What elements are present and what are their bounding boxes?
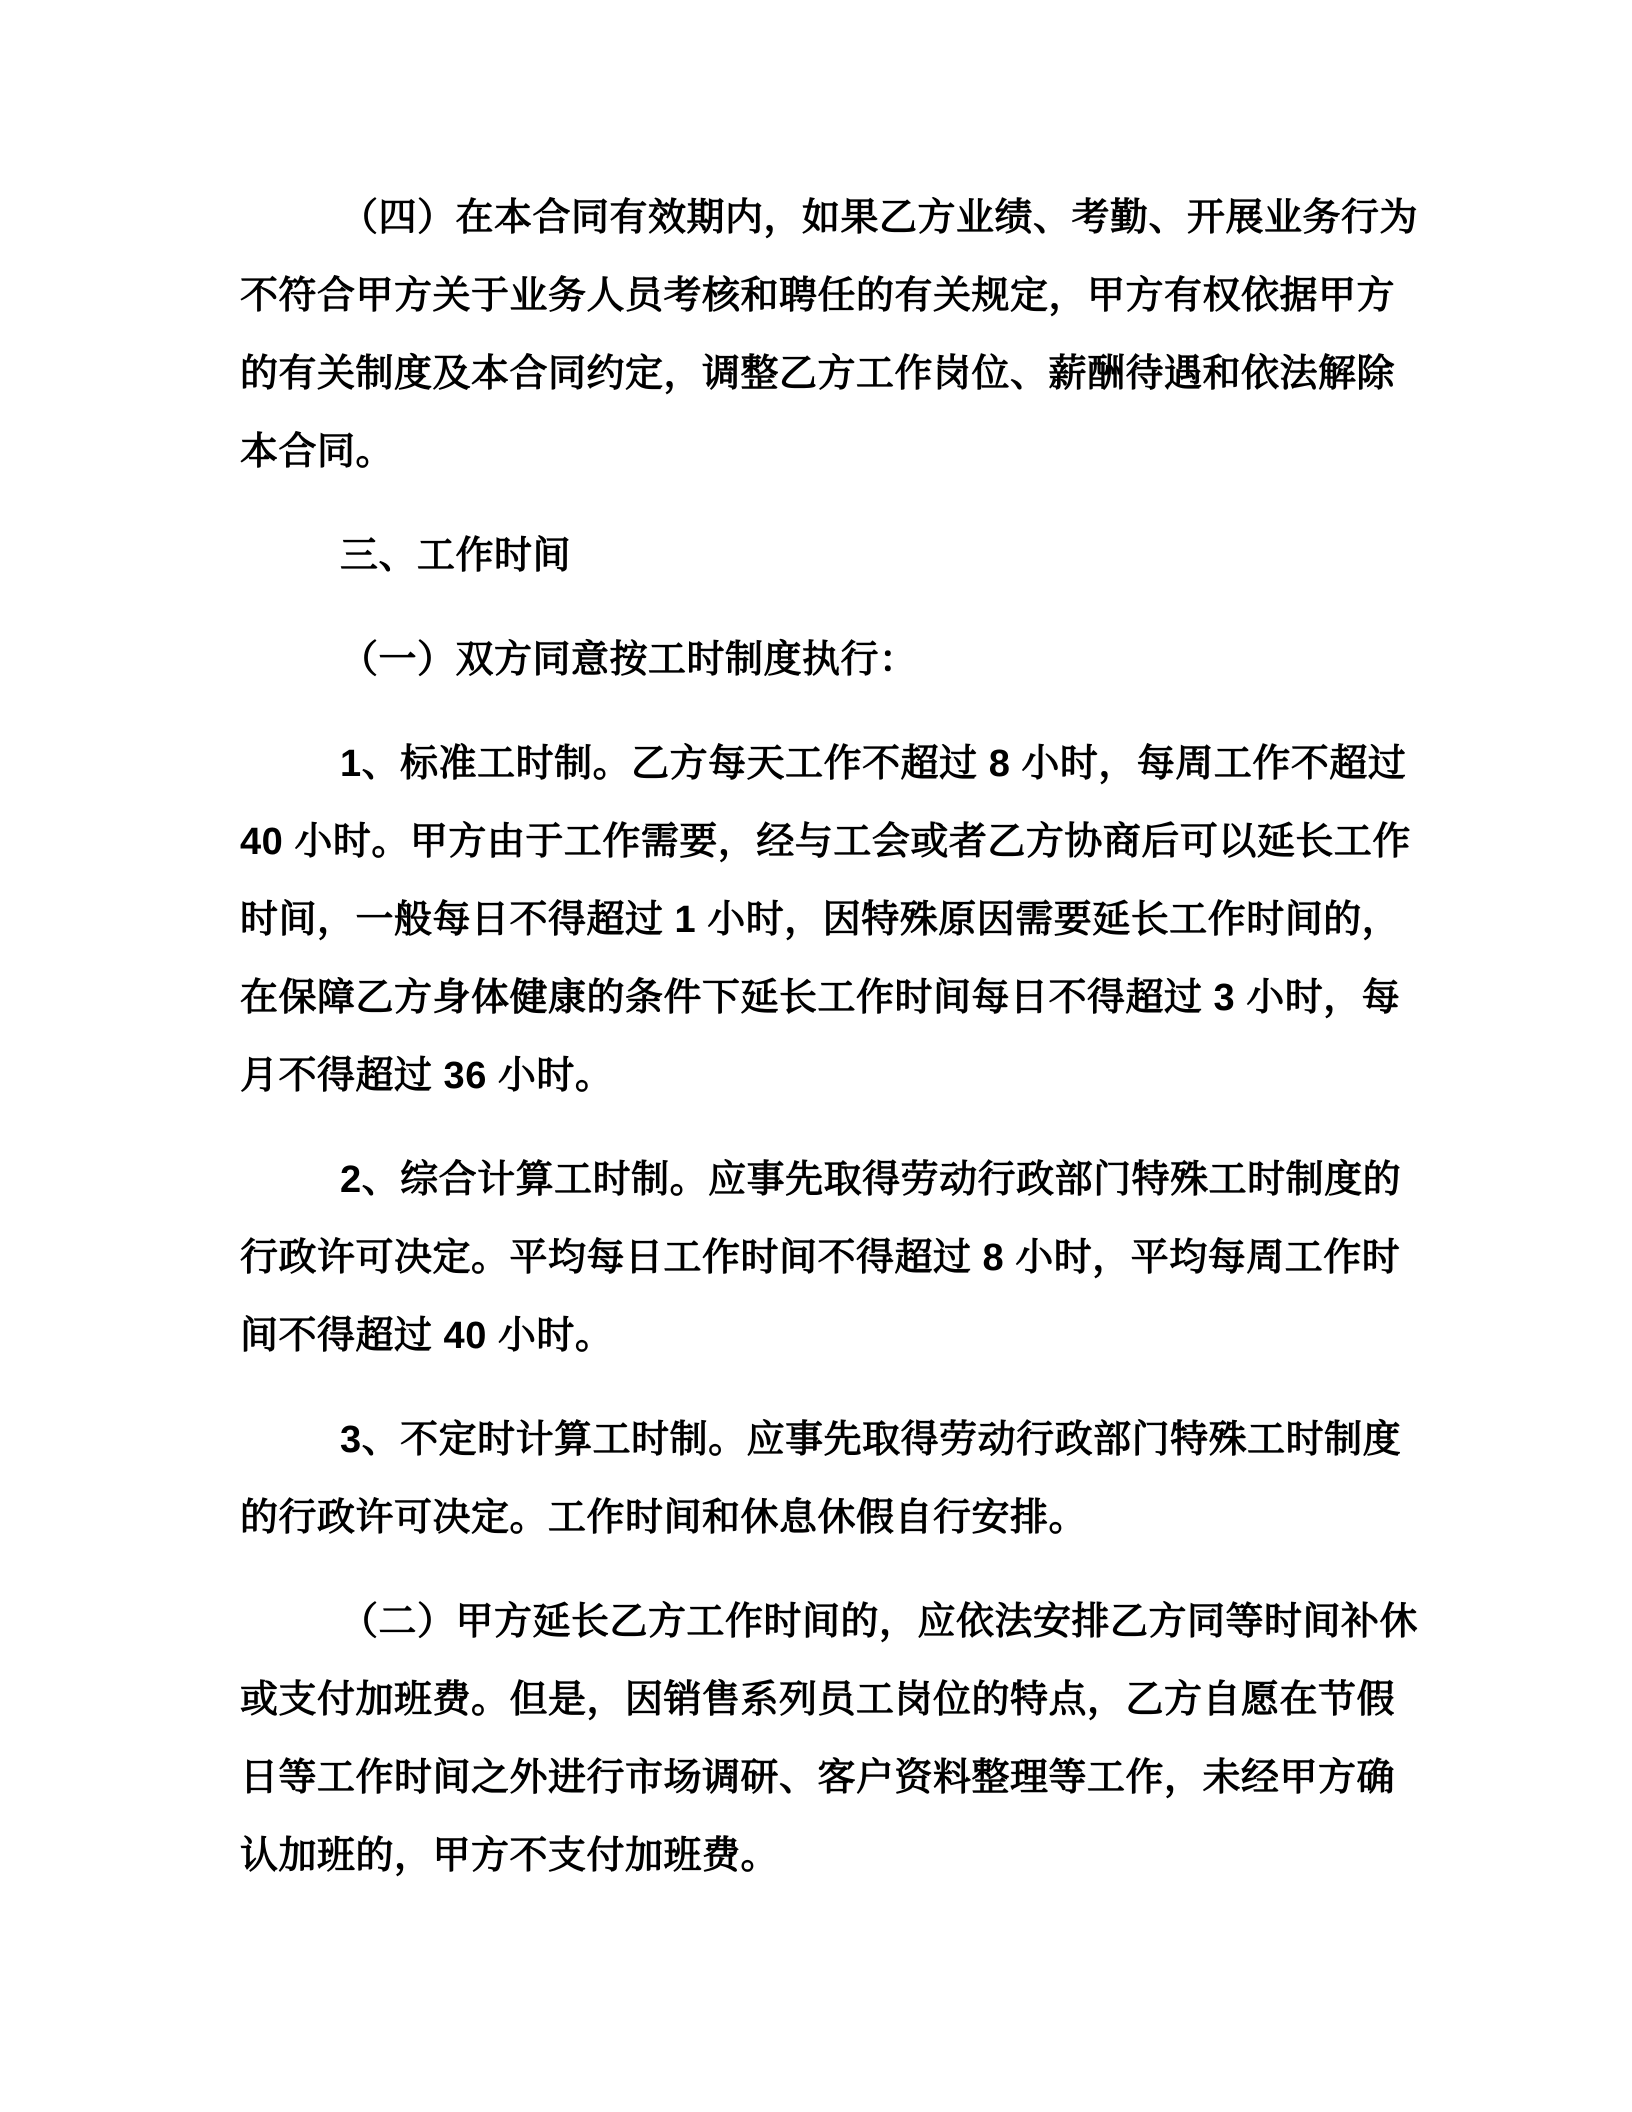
paragraph-item-1 [240,621,1400,699]
text-line: 日等工作时间之外进行市场调研、客户资料整理等工作，未经甲方确 [240,1757,1396,1799]
text-line: 间不得超过 40 小时。 [240,1315,614,1357]
text-line: 在保障乙方身体健康的条件下延长工作时间每日不得超过 3 小时，每 [240,977,1401,1019]
text-line: （二）甲方延长乙方工作时间的，应依法安排乙方同等时间补休 [340,1601,1419,1643]
text-line: 时间，一般每日不得超过 1 小时，因特殊原因需要延长工作时间的， [240,899,1401,941]
text-line: 40 小时。甲方由于工作需要，经与工会或者乙方协商后可以延长工作 [240,821,1411,863]
text-line: 1、标准工时制。乙方每天工作不超过 8 小时，每周工作不超过 [340,743,1407,785]
text-line: 三、工作时间 [340,535,572,577]
text-line: 2、综合计算工时制。应事先取得劳动行政部门特殊工时制度的 [340,1159,1402,1201]
text-line: 3、不定时计算工时制。应事先取得劳动行政部门特殊工时制度 [340,1419,1402,1461]
paragraph-item-2 [240,1583,1419,1895]
text-line: 行政许可决定。平均每日工作时间不得超过 8 小时，平均每周工作时 [240,1237,1401,1279]
text-line: 或支付加班费。但是，因销售系列员工岗位的特点，乙方自愿在节假 [240,1679,1396,1721]
text-line: （一）双方同意按工时制度执行： [340,639,918,681]
text-line: 认加班的，甲方不支付加班费。 [240,1835,780,1877]
paragraph-sub-item-3 [240,1401,1400,1557]
text-line: 月不得超过 36 小时。 [240,1055,614,1097]
text-line: （四）在本合同有效期内，如果乙方业绩、考勤、开展业务行为 [340,197,1419,239]
text-line: 不符合甲方关于业务人员考核和聘任的有关规定，甲方有权依据甲方 [240,275,1396,317]
text-line: 的行政许可决定。工作时间和休息休假自行安排。 [240,1497,1088,1539]
text-line: 本合同。 [240,431,395,473]
paragraph-sub-item-2 [240,1141,1400,1375]
paragraph-sub-item-1 [240,725,1411,1115]
paragraph-clause-4 [240,179,1419,491]
document-body [240,179,1419,1895]
text-line: 的有关制度及本合同约定，调整乙方工作岗位、薪酬待遇和依法解除 [240,353,1396,395]
paragraph-section-3-heading [240,517,1400,595]
